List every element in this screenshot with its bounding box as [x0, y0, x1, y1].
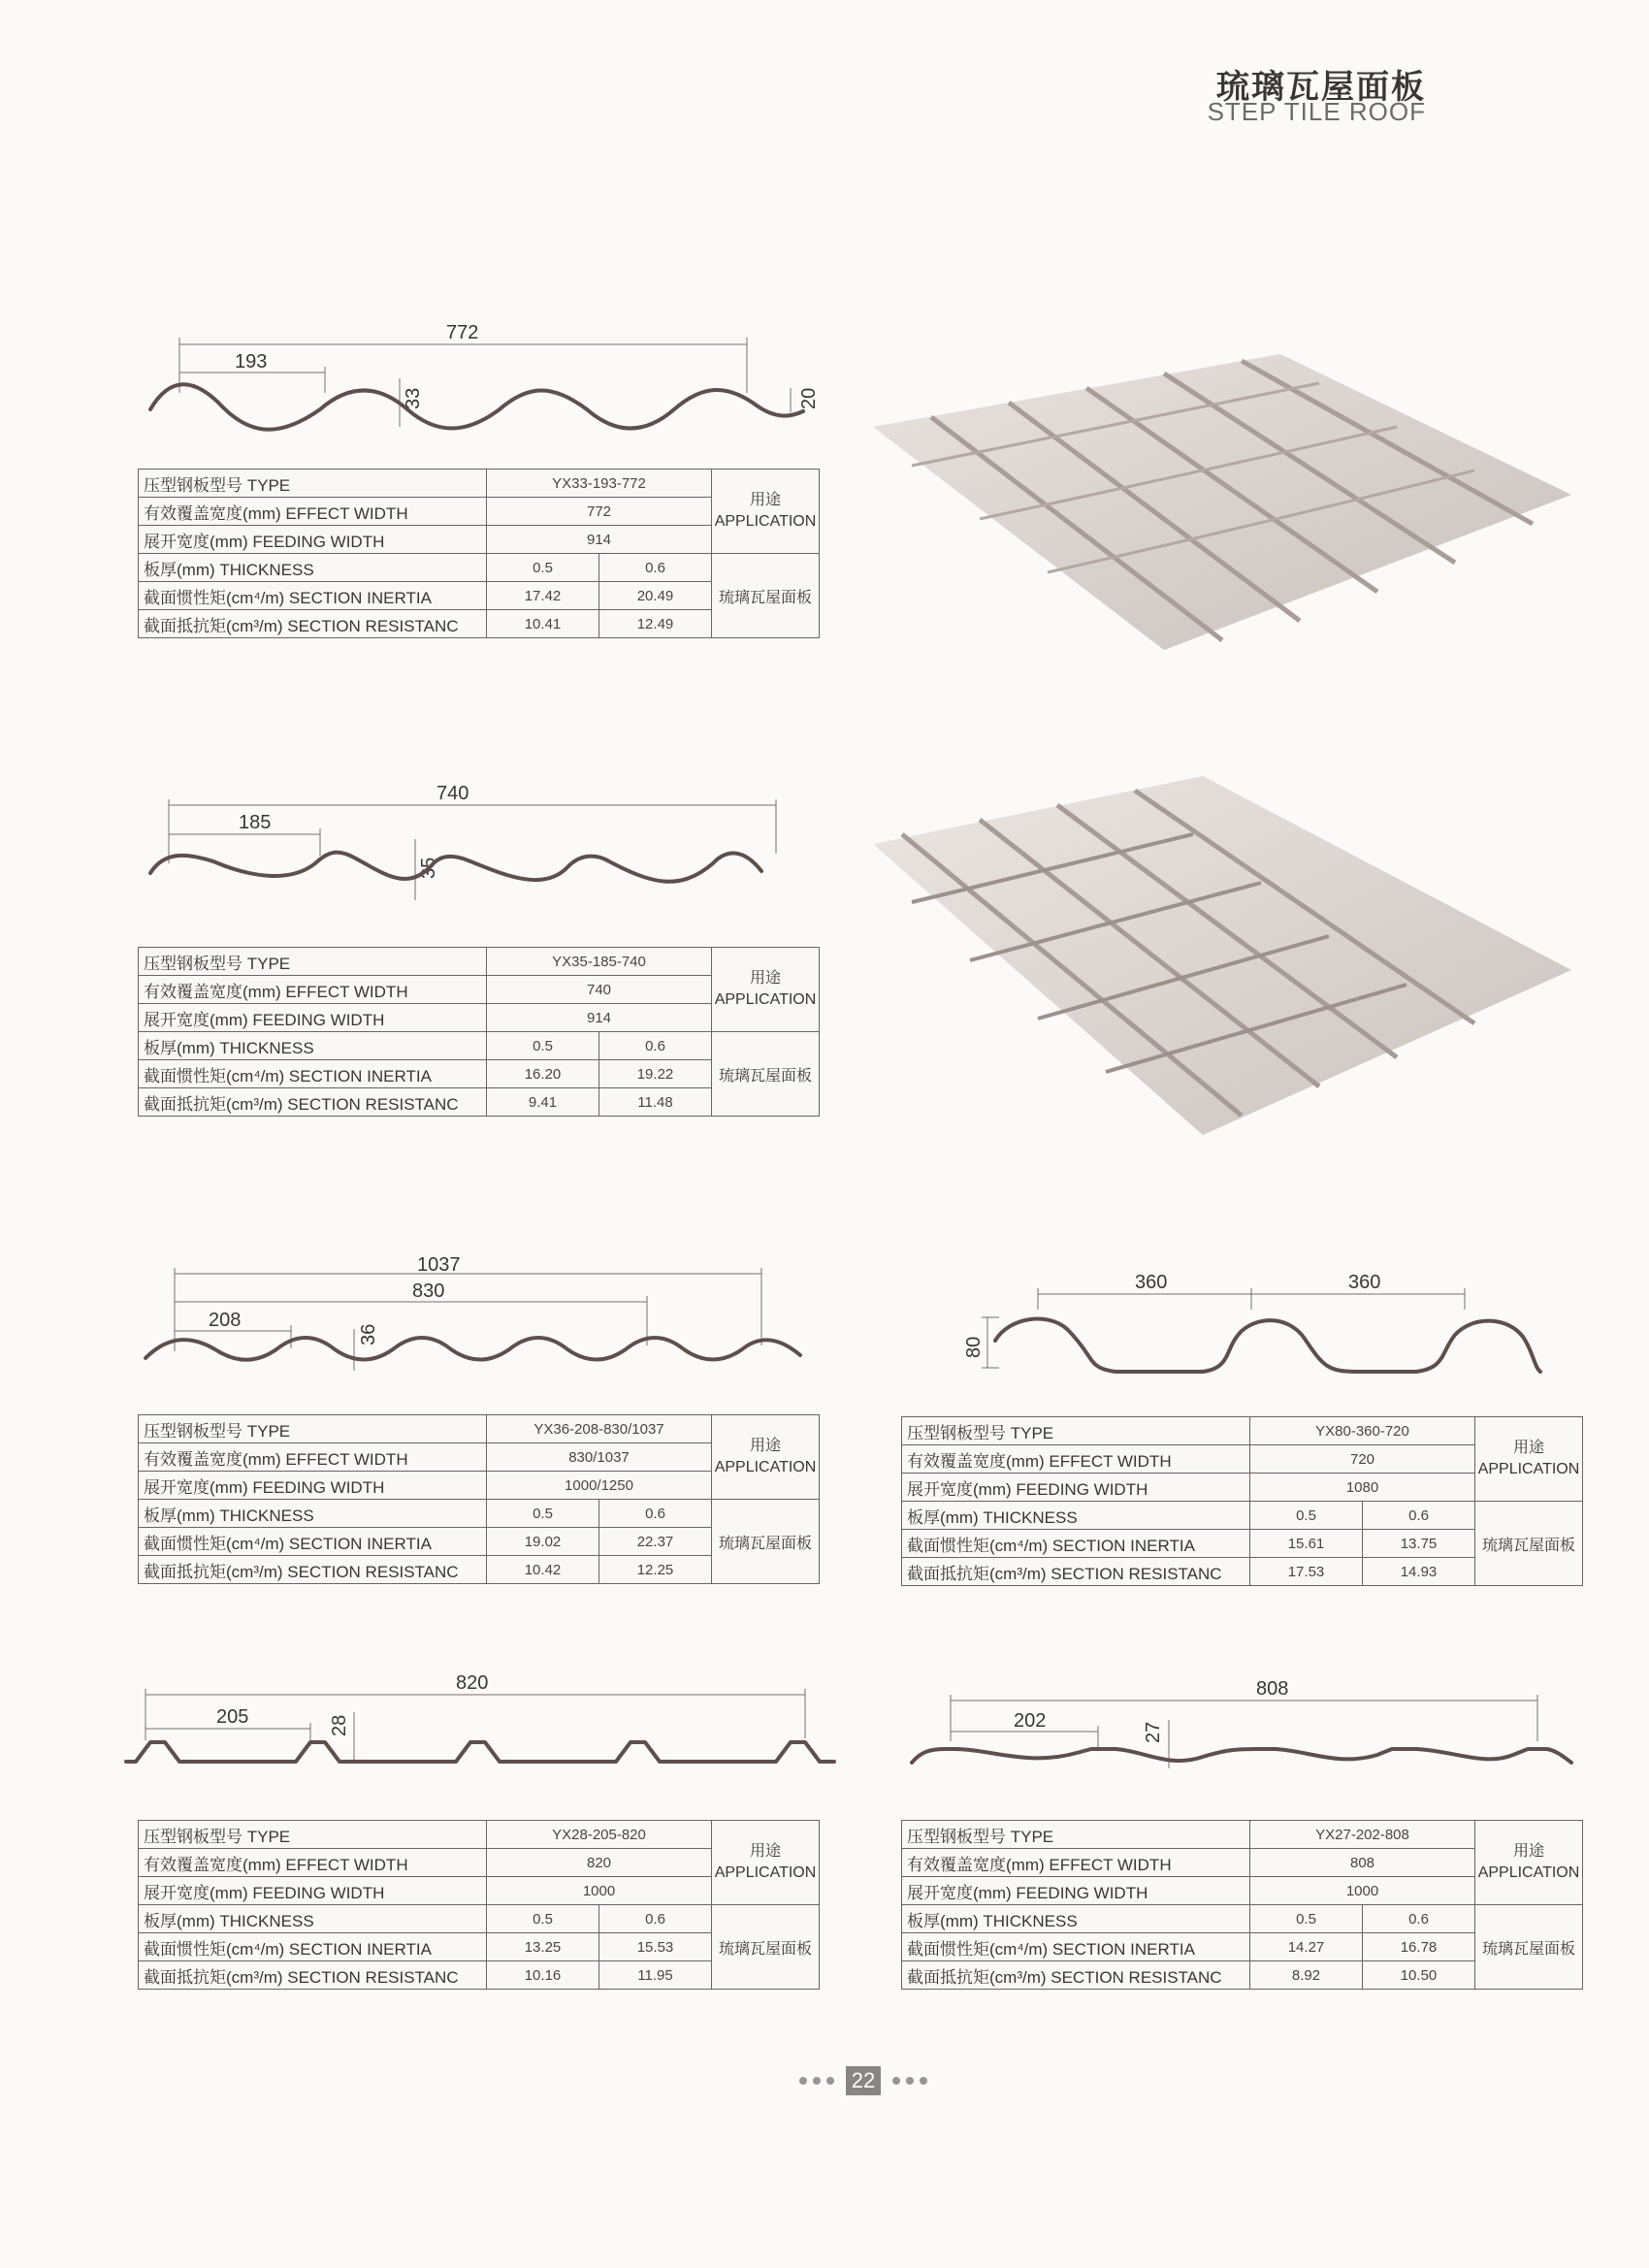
- resistance-a: 10.41: [487, 610, 599, 638]
- label-section-inertia: 截面惯性矩(cm⁴/m) SECTION INERTIA: [139, 1933, 487, 1961]
- resistance-a: 17.53: [1250, 1558, 1363, 1586]
- dim-total: 740: [436, 783, 469, 804]
- dim-edge: 20: [798, 387, 820, 409]
- label-section-inertia: 截面惯性矩(cm⁴/m) SECTION INERTIA: [902, 1933, 1250, 1961]
- type-value: YX36-208-830/1037: [487, 1415, 712, 1443]
- application-en: APPLICATION: [714, 1864, 817, 1881]
- resistance-b: 12.49: [599, 610, 712, 638]
- application-value: 琉璃瓦屋面板: [1475, 1905, 1583, 1990]
- dot-icon: [920, 2077, 927, 2085]
- dim-total: 772: [446, 322, 479, 343]
- resistance-b: 14.93: [1363, 1558, 1475, 1586]
- type-value: YX35-185-740: [487, 948, 712, 976]
- inertia-a: 16.20: [487, 1060, 599, 1088]
- thickness-b: 0.6: [599, 554, 712, 582]
- label-thickness: 板厚(mm) THICKNESS: [139, 1032, 487, 1060]
- label-effect-width: 有效覆盖宽度(mm) EFFECT WIDTH: [139, 1849, 487, 1877]
- label-type: 压型钢板型号 TYPE: [139, 948, 487, 976]
- dot-icon: [906, 2077, 914, 2085]
- type-value: YX33-193-772: [487, 470, 712, 498]
- effect-width-value: 740: [487, 976, 712, 1004]
- label-thickness: 板厚(mm) THICKNESS: [139, 1905, 487, 1933]
- label-feeding-width: 展开宽度(mm) FEEDING WIDTH: [139, 1004, 487, 1032]
- inertia-a: 15.61: [1250, 1530, 1363, 1558]
- inertia-b: 15.53: [599, 1933, 712, 1961]
- dim-pitch: 205: [216, 1706, 249, 1728]
- application-cn: 用途: [1512, 1843, 1544, 1860]
- inertia-a: 13.25: [487, 1933, 599, 1961]
- dim-total: 1037: [417, 1254, 461, 1276]
- thickness-b: 0.6: [1363, 1502, 1475, 1530]
- page-number-label: 22: [846, 2066, 881, 2095]
- label-thickness: 板厚(mm) THICKNESS: [139, 554, 487, 582]
- application-en: APPLICATION: [714, 991, 817, 1008]
- feeding-width-value: 914: [487, 1004, 712, 1032]
- profile-drawing-yx33: [146, 320, 844, 437]
- label-section-resistance: 截面抵抗矩(cm³/m) SECTION RESISTANC: [139, 1088, 487, 1117]
- page-number: [795, 2064, 931, 2097]
- application-en: APPLICATION: [714, 1459, 817, 1475]
- application-en: APPLICATION: [714, 513, 817, 530]
- application-value: 琉璃瓦屋面板: [712, 1032, 820, 1117]
- dot-icon: [799, 2077, 807, 2085]
- spec-table-yx36: [138, 1414, 820, 1584]
- application-cn: 用途: [749, 1843, 781, 1860]
- label-effect-width: 有效覆盖宽度(mm) EFFECT WIDTH: [139, 498, 487, 526]
- label-section-resistance: 截面抵抗矩(cm³/m) SECTION RESISTANC: [902, 1961, 1250, 1990]
- label-type: 压型钢板型号 TYPE: [902, 1821, 1250, 1849]
- application-value: 琉璃瓦屋面板: [712, 554, 820, 638]
- label-effect-width: 有效覆盖宽度(mm) EFFECT WIDTH: [139, 976, 487, 1004]
- effect-width-value: 830/1037: [487, 1443, 712, 1472]
- inertia-b: 22.37: [599, 1528, 712, 1556]
- label-feeding-width: 展开宽度(mm) FEEDING WIDTH: [902, 1877, 1250, 1905]
- label-section-resistance: 截面抵抗矩(cm³/m) SECTION RESISTANC: [139, 1961, 487, 1990]
- label-section-inertia: 截面惯性矩(cm⁴/m) SECTION INERTIA: [139, 1060, 487, 1088]
- application-value: 琉璃瓦屋面板: [712, 1500, 820, 1584]
- dim-pitch: 193: [235, 351, 268, 373]
- label-thickness: 板厚(mm) THICKNESS: [902, 1502, 1250, 1530]
- thickness-b: 0.6: [599, 1500, 712, 1528]
- resistance-b: 11.95: [599, 1961, 712, 1990]
- label-section-resistance: 截面抵抗矩(cm³/m) SECTION RESISTANC: [139, 610, 487, 638]
- label-section-resistance: 截面抵抗矩(cm³/m) SECTION RESISTANC: [139, 1556, 487, 1584]
- dim-pitch: 208: [209, 1310, 242, 1331]
- type-value: YX80-360-720: [1250, 1417, 1475, 1445]
- label-section-inertia: 截面惯性矩(cm⁴/m) SECTION INERTIA: [139, 582, 487, 610]
- dim-total2: 830: [412, 1280, 445, 1302]
- effect-width-value: 720: [1250, 1445, 1475, 1474]
- dim-height: 33: [403, 387, 424, 409]
- label-type: 压型钢板型号 TYPE: [139, 470, 487, 498]
- effect-width-value: 808: [1250, 1849, 1475, 1877]
- spec-table-yx27: [901, 1820, 1583, 1990]
- roof-panel-photo-1: [873, 349, 1571, 660]
- label-effect-width: 有效覆盖宽度(mm) EFFECT WIDTH: [139, 1443, 487, 1472]
- dim-height: 36: [358, 1323, 379, 1345]
- resistance-a: 10.42: [487, 1556, 599, 1584]
- application-cn: 用途: [1512, 1440, 1544, 1456]
- profile-drawing-yx27: [912, 1673, 1591, 1780]
- thickness-a: 0.5: [1250, 1905, 1363, 1933]
- feeding-width-value: 1000: [487, 1877, 712, 1905]
- label-effect-width: 有效覆盖宽度(mm) EFFECT WIDTH: [902, 1849, 1250, 1877]
- label-thickness: 板厚(mm) THICKNESS: [902, 1905, 1250, 1933]
- dim-height: 35: [418, 857, 439, 879]
- inertia-b: 13.75: [1363, 1530, 1475, 1558]
- spec-table-yx33: [138, 469, 820, 638]
- label-type: 压型钢板型号 TYPE: [139, 1415, 487, 1443]
- dim-total: 808: [1256, 1678, 1289, 1700]
- label-thickness: 板厚(mm) THICKNESS: [139, 1500, 487, 1528]
- feeding-width-value: 1000/1250: [487, 1472, 712, 1500]
- feeding-width-value: 1080: [1250, 1474, 1475, 1502]
- profile-drawing-yx80: [960, 1271, 1562, 1397]
- feeding-width-value: 914: [487, 526, 712, 554]
- effect-width-value: 772: [487, 498, 712, 526]
- dot-icon: [892, 2077, 900, 2085]
- dim-height: 80: [963, 1336, 985, 1358]
- thickness-b: 0.6: [1363, 1905, 1475, 1933]
- label-feeding-width: 展开宽度(mm) FEEDING WIDTH: [139, 526, 487, 554]
- dim-pitch: 202: [1014, 1710, 1047, 1732]
- label-type: 压型钢板型号 TYPE: [139, 1821, 487, 1849]
- inertia-a: 19.02: [487, 1528, 599, 1556]
- dim-total: 820: [456, 1672, 489, 1694]
- dim-height: 28: [329, 1714, 350, 1736]
- label-section-inertia: 截面惯性矩(cm⁴/m) SECTION INERTIA: [902, 1530, 1250, 1558]
- feeding-width-value: 1000: [1250, 1877, 1475, 1905]
- application-value: 琉璃瓦屋面板: [1475, 1502, 1583, 1586]
- resistance-a: 8.92: [1250, 1961, 1363, 1990]
- resistance-b: 11.48: [599, 1088, 712, 1117]
- thickness-b: 0.6: [599, 1905, 712, 1933]
- inertia-a: 17.42: [487, 582, 599, 610]
- inertia-b: 20.49: [599, 582, 712, 610]
- label-section-resistance: 截面抵抗矩(cm³/m) SECTION RESISTANC: [902, 1558, 1250, 1586]
- thickness-a: 0.5: [1250, 1502, 1363, 1530]
- thickness-a: 0.5: [487, 1905, 599, 1933]
- resistance-a: 10.16: [487, 1961, 599, 1990]
- dim-pitch: 185: [239, 812, 272, 833]
- dim-pitch-2: 360: [1348, 1272, 1381, 1293]
- application-value: 琉璃瓦屋面板: [712, 1905, 820, 1990]
- spec-table-yx80: [901, 1416, 1583, 1586]
- thickness-a: 0.5: [487, 1500, 599, 1528]
- label-feeding-width: 展开宽度(mm) FEEDING WIDTH: [902, 1474, 1250, 1502]
- dim-height: 27: [1143, 1721, 1164, 1743]
- label-feeding-width: 展开宽度(mm) FEEDING WIDTH: [139, 1877, 487, 1905]
- label-effect-width: 有效覆盖宽度(mm) EFFECT WIDTH: [902, 1445, 1250, 1474]
- profile-drawing-yx35: [146, 783, 844, 912]
- effect-width-value: 820: [487, 1849, 712, 1877]
- profile-drawing-yx36: [141, 1256, 839, 1382]
- label-feeding-width: 展开宽度(mm) FEEDING WIDTH: [139, 1472, 487, 1500]
- inertia-a: 14.27: [1250, 1933, 1363, 1961]
- spec-table-yx35: [138, 947, 820, 1117]
- profile-drawing-yx28: [126, 1669, 844, 1775]
- page-title-cn: 琉璃瓦屋面板: [1216, 69, 1426, 106]
- application-en: APPLICATION: [1477, 1461, 1580, 1477]
- type-value: YX28-205-820: [487, 1821, 712, 1849]
- application-cn: 用途: [749, 492, 781, 508]
- thickness-a: 0.5: [487, 1032, 599, 1060]
- label-section-inertia: 截面惯性矩(cm⁴/m) SECTION INERTIA: [139, 1528, 487, 1556]
- dot-icon: [826, 2077, 834, 2085]
- resistance-b: 12.25: [599, 1556, 712, 1584]
- page-title-en: STEP TILE ROOF: [1207, 97, 1426, 126]
- thickness-a: 0.5: [487, 554, 599, 582]
- application-cn: 用途: [749, 1438, 781, 1454]
- spec-table-yx28: [138, 1820, 820, 1990]
- dot-icon: [813, 2077, 821, 2085]
- application-en: APPLICATION: [1477, 1864, 1580, 1881]
- thickness-b: 0.6: [599, 1032, 712, 1060]
- resistance-b: 10.50: [1363, 1961, 1475, 1990]
- label-type: 压型钢板型号 TYPE: [902, 1417, 1250, 1445]
- dim-pitch-1: 360: [1135, 1272, 1168, 1293]
- type-value: YX27-202-808: [1250, 1821, 1475, 1849]
- resistance-a: 9.41: [487, 1088, 599, 1117]
- application-cn: 用途: [749, 970, 781, 987]
- roof-panel-photo-2: [873, 776, 1571, 1145]
- inertia-b: 19.22: [599, 1060, 712, 1088]
- inertia-b: 16.78: [1363, 1933, 1475, 1961]
